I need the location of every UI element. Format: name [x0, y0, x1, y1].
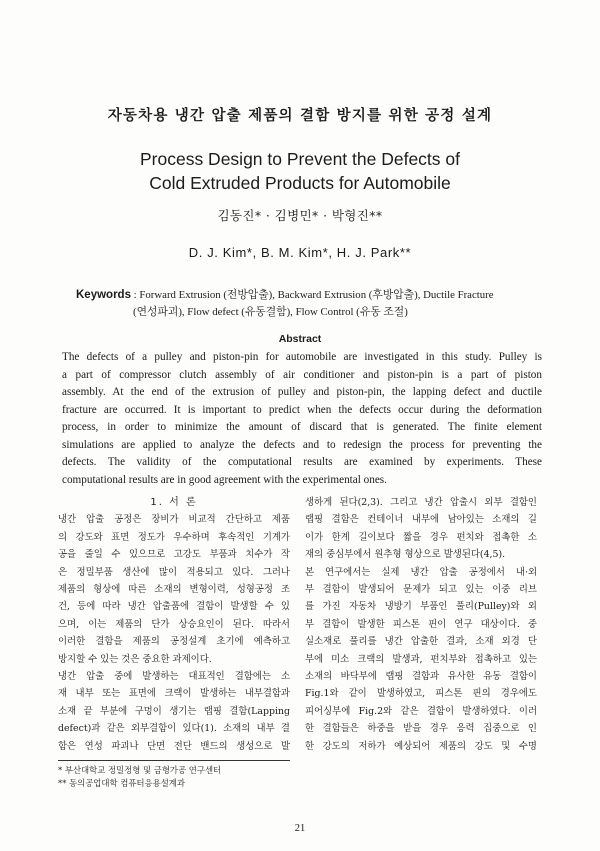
body-line: 냉간 압출 공정은 장비가 비교적 간단하고 제품 [58, 514, 290, 526]
abstract-line: defects. The validity of the computational results are examined by experiments. These [62, 456, 542, 468]
body-line: 냉간 압출 중에 발생하는 대표적인 결함에는 소 [58, 671, 290, 683]
abstract-heading: Abstract [278, 333, 322, 345]
body-line: 생하게 된다(2,3). 그리고 냉간 압출시 외부 결함인 [305, 497, 537, 508]
body-line: 한 강도의 저하가 예상되어 제품의 강도 및 수명 [305, 740, 537, 752]
keywords-text-1: : Forward Extrusion (전방압출), Backward Extrusion (후방압출), Ductile Fracture [133, 289, 494, 301]
body-line: 소재의 바닥부에 랩핑 결함과 유사한 유동 결함이 [305, 671, 537, 683]
body-line: 피어싱부에 Fig.2와 같은 결함이 발생하였다. 이러 [305, 705, 537, 717]
body-line: 를 가진 자동차 냉방기 부품인 풀리(Pulley)와 외 [305, 601, 537, 613]
body-line: 의 강도와 표면 정도가 우수하며 후속적인 기계가 [58, 531, 290, 543]
footnote-divider [58, 760, 290, 761]
english-title [0, 147, 600, 195]
body-line: 재 내부 또는 표면에 크랙이 발생하는 내부결함과 [58, 688, 290, 700]
body-line: 부 결함이 발생되어 문제가 되고 있는 이중 리브 [305, 584, 537, 596]
korean-title: 자동차용 냉간 압출 제품의 결함 방지를 위한 공정 설계 [107, 108, 493, 124]
footnote-affiliation-2: ** 동의공업대학 컴퓨터응용설계과 [58, 778, 185, 788]
section-1-title: 1. 서 론 [150, 497, 198, 508]
abstract-body [62, 349, 542, 489]
body-line: 방지할 수 있는 것은 중요한 과제이다. [58, 653, 212, 665]
body-line: 실소재로 풀리를 냉간 압출한 결과, 소재 외경 단 [305, 636, 537, 648]
body-line: 건, 등에 따라 냉간 압출품에 결함이 발생할 수 있 [58, 601, 290, 613]
body-line: 은 정밀부품 생산에 많이 적용되고 있다. 그러나 [58, 566, 290, 578]
footnote-affiliation-1: * 부산대학교 정밀정형 및 금형가공 연구센터 [58, 765, 222, 775]
keywords-line-1 [76, 287, 541, 304]
abstract-line: assembly. At the end of the extrusion of pulley and piston-pin, the lapping defect and ductile [62, 386, 542, 398]
body-line: Fig.1와 같이 발생하였고, 피스톤 핀의 경우에도 [305, 688, 537, 700]
keywords-label: Keywords [76, 289, 131, 301]
body-line: 소재 끝 부분에 구멍이 생기는 랩핑 결함(Lapping [58, 705, 290, 717]
body-line: defect)과 같은 외부결함이 있다(1). 소재의 내부 결 [58, 723, 290, 735]
left-column [58, 494, 290, 755]
english-authors: D. J. Kim*, B. M. Kim*, H. J. Park** [188, 245, 412, 260]
keywords-line-2: (연성파괴), Flow defect (유동결함), Flow Control (유동 조절) [133, 306, 408, 318]
body-line: 부 결함이 발생한 피스톤 핀이 연구 대상이다. 중 [305, 618, 537, 630]
abstract-line: a part of compressor clutch assembly of air conditioner and piston-pin is a part of piston [62, 368, 542, 381]
body-line: 부에 미소 크랙의 발생과, 펀치부와 접촉하고 있는 [305, 653, 537, 665]
english-title-line-1: Process Design to Prevent the Defects of [139, 149, 461, 169]
body-line: 재의 중심부에서 원추형 형상으로 발생된다(4,5). [305, 549, 506, 561]
abstract-line: simulations are applied to analyze the defects and to redesign the process for preventing the [62, 438, 542, 451]
body-line: 본 연구에서는 실제 냉간 압출 공정에서 내·외 [305, 566, 537, 578]
body-line: 공을 줄일 수 있으므로 고강도 부품과 치수가 작 [58, 549, 290, 561]
korean-authors: 김동진* · 김병민* · 박형진** [217, 208, 383, 223]
abstract-line: The defects of a pulley and piston-pin for automobile are investigated in this study. Pulley is [62, 351, 542, 363]
english-title-line-2: Cold Extruded Products for Automobile [149, 173, 451, 193]
footnotes [58, 764, 308, 790]
page-number: 21 [294, 823, 306, 834]
body-line: 한 결함들은 하중을 받을 경우 응력 집중으로 인 [305, 723, 537, 735]
body-line: 랩핑 결함은 컨테이너 내부에 남아있는 소재의 길 [305, 514, 537, 526]
body-line: 이가 한계 길이보다 짧을 경우 펀치와 접촉한 소 [305, 531, 537, 543]
right-column [305, 494, 537, 755]
body-line: 함은 연성 파괴나 단면 전단 밴드의 생성으로 발 [58, 740, 290, 752]
abstract-line: fracture are occurred. It is important to predict when the defects occur during the deformation [62, 403, 542, 416]
body-line: 이러한 결함을 제품의 공정설계 초기에 예측하고 [58, 636, 290, 648]
body-line: 제품의 형상에 따른 소재의 변형이력, 성형공정 조 [58, 584, 290, 596]
abstract-line: process, in order to minimize the amount of discard that is generated. The finite element [62, 421, 542, 433]
body-line: 으며, 이는 제품의 단가 상승요인이 된다. 따라서 [58, 618, 290, 630]
keywords-block [76, 287, 541, 321]
abstract-line: computational results are in good agreement with the experimental ones. [62, 473, 387, 486]
